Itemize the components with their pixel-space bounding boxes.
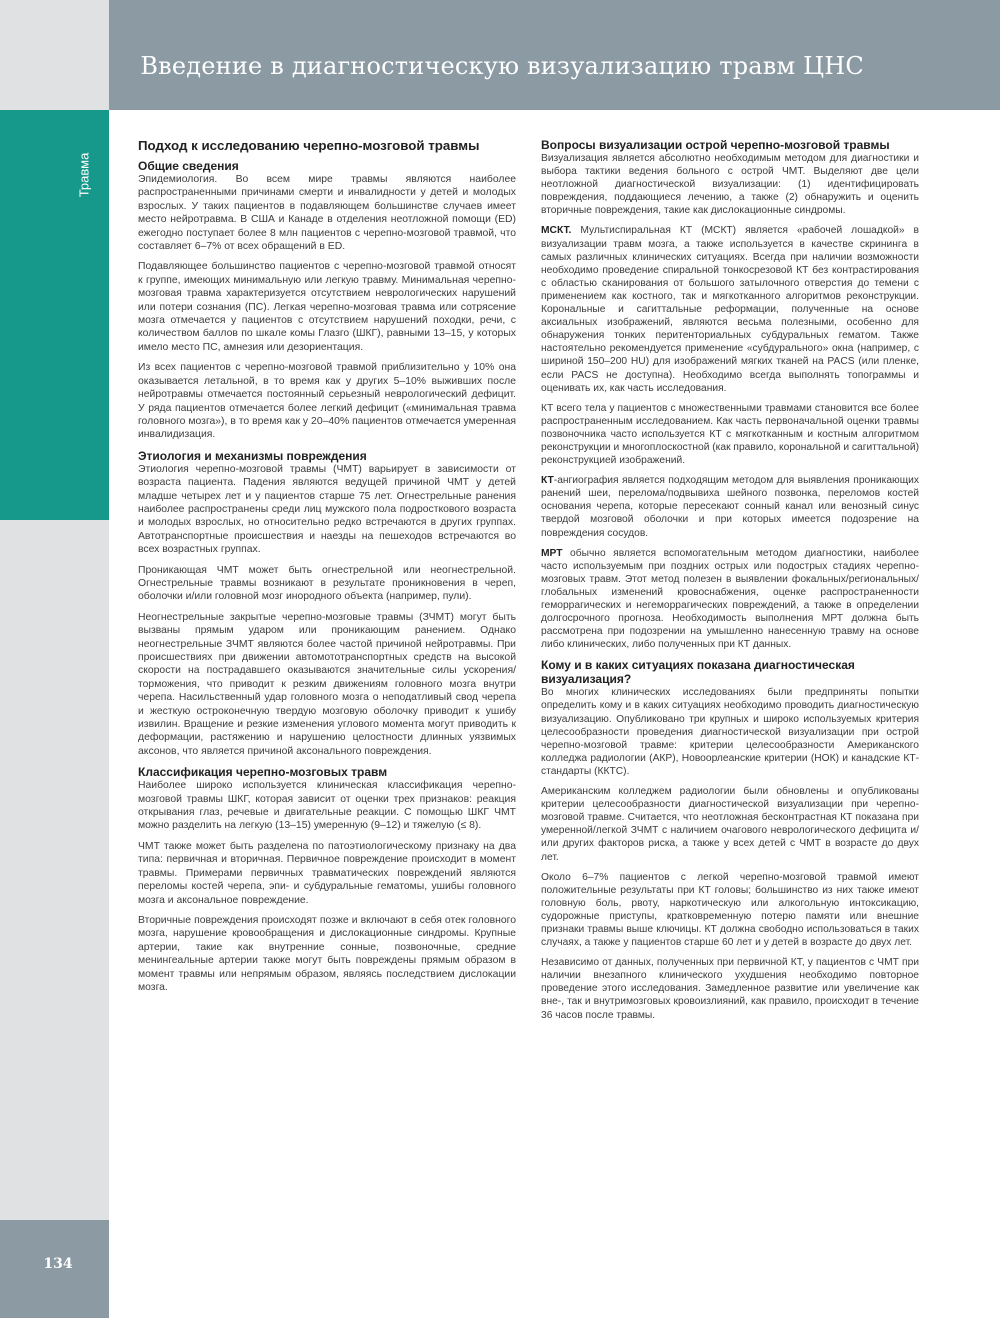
paragraph: Вторичные повреждения происходят позже и включают в себя отек головного мозга, нарушение кровообращения и дислокационные синдромы. Крупные артерии, такие как внутренние сонные, позвоночные, средние менингеальные артерии также могут быть повреждены прямым образом в момент травмы или непрямым образом, являясь последствием дислокации мозга.: [138, 914, 516, 993]
section-title: Подход к исследованию черепно-мозговой травмы: [138, 138, 480, 153]
lead-term: МСКТ.: [541, 225, 572, 237]
subheading-indications: Кому и в каких ситуациях показана диагностическая визуализация?: [541, 658, 855, 687]
lead-term: КТ: [541, 475, 554, 487]
paragraph-text: Мультиспиральная КТ (МСКТ) является «рабочей лошадкой» в визуализации травм мозга, а также используется в качестве скрининга в самых различных клинических ситуациях. Всегда при наличии возможности необходимо проведение спиральной тонкосрезовой КТ без контрастирования с областью сканирования от большого затылочного отверстия до темени с применением как костного, так и мягкотканного алгоритмов реконструкции. Корональные и сагиттальные реформации, полученные на основе аксиальных изображений, являются весьма полезными, особенно для обнаружения тонких перитенториальных субдуральных гематом. Также настоятельно рекомендуется применение «субдурального» окна (например, с шириной 150–200 HU) для изображений мягких тканей на PACS (или пленке, если PACS не доступна). Необходимо всегда выполнять топограммы и оценивать их, как часть исследования.: [541, 225, 919, 394]
paragraph: [541, 474, 919, 539]
page-number: 134: [43, 1256, 73, 1272]
subheading-etiology: Этиология и механизмы повреждения: [138, 448, 367, 463]
paragraph: Подавляющее большинство пациентов с черепно-мозговой травмой относят к группе, имеющих минимальную или легкую травму. Минимальная черепно-мозговая травма характеризуется отсутствием неврологических нарушений или потери сознания (ПС). Легкая черепно-мозговая травма или сотрясение мозга отмечается у пациентов с отсутствием нарушений походки, речи, с количеством баллов по шкале комы Глазго (ШКГ), равными 13–15, у которых имело место ПС, амнезия или дезориентация.: [138, 261, 516, 353]
paragraph: Наиболее широко используется клиническая классификация черепно-мозговой травмы ШКГ, которая зависит от оценки трех признаков: реакция открывания глаз, речевые и двигательные реакции. С помощью ШКГ ЧМТ можно разделить на легкую (13–15) умеренную (9–12) и тяжелую (≤ 8).: [138, 780, 516, 832]
subheading-classification: Классификация черепно-мозговых травм: [138, 765, 388, 780]
paragraph-text: Визуализация является абсолютно необходимым методом для диагностики и выбора тактики ведения больного с острой ЧМТ. Выделяют две цели неотложной диагностической визуализации: (1) идентифицировать повреждения, поддающиеся лечению, а также (2) обнаружить и оценить вторичные повреждения, такие как дислокационные синдромы.: [541, 153, 919, 217]
subheading-general: Общие сведения: [138, 159, 239, 173]
paragraph: [541, 956, 919, 1021]
paragraph: Неогнестрельные закрытые черепно-мозговые травмы (ЗЧМТ) могут быть вызваны прямым ударом или проникающим ранением. Однако неогнестрельные ЗЧМТ являются более частой причиной нейротравмы. При происшествиях при движении автомототранспортных средств на высокой скорости на пострадавшего оказываются значительные силы ускорения/торможения, что приводит к резким движениям головного мозга внутри черепа. Насильственный удар головного мозга о неподатливый свод черепа и жесткую остроконечную твердую мозговую оболочку приводит к ушибу извилин. Вращение и резкие изменения углового момента могут приводить к деформации, растяжению и нарушению целостности длинных уязвимых аксонов, что является причиной аксонального повреждения.: [138, 611, 516, 757]
paragraph: Из всех пациентов с черепно-мозговой травмой приблизительно у 10% она оказывается летальной, в то время как у других 5–10% выживших после нейротравмы отмечается постоянный серьезный неврологический дефицит. У ряда пациентов отмечается более легкий дефицит («минимальная травма головного мозга»), в то время как у 20–40% пациентов отмечается умеренная инвалидизация.: [138, 362, 516, 441]
paragraph: [541, 402, 919, 467]
left-column: [138, 138, 516, 1001]
section-tab: [0, 110, 109, 520]
header-band: [109, 0, 1000, 110]
paragraph-text: Независимо от данных, полученных при первичной КТ, у пациентов с ЧМТ при наличии внезапного клинического ухудшения необходимо повторное проведение этого исследования. Замедленное развитие или увеличение как вне-, так и внутримозговых кровоизлияний, как правило, происходит в течение 36 часов после травмы.: [541, 957, 919, 1021]
paragraph: [541, 686, 919, 778]
paragraph-text: Американским колледжем радиологии были обновлены и опубликованы критерии целесообразности диагностической визуализации при черепно-мозговой травме. Считается, что неотложная бесконтрастная КТ показана при умеренной/легкой ЗЧМТ с наличием очагового неврологического дефицита и/или других факторов риска, а также у всех детей с ЧМТ в возрасте до двух лет.: [541, 786, 919, 863]
paragraph: [541, 785, 919, 864]
paragraph: [541, 547, 919, 652]
lead-term: МРТ: [541, 547, 563, 559]
paragraph: Эпидемиология. Во всем мире травмы являются наиболее распространенными причинами смерти и инвалидности у детей и молодых взрослых. У таких пациентов в подавляющем большинстве случаев имеет место нейротравма. В США и Канаде в отделения неотложной помощи (ED) ежегодно поступает более 8 млн пациентов с черепно-мозговой травмой, что составляет 6–7% от всех обращений в ED.: [138, 174, 516, 253]
page-title: Введение в диагностическую визуализацию травм ЦНС: [140, 52, 864, 80]
paragraph: [541, 152, 919, 217]
paragraph-text: Во многих клинических исследованиях были предприняты попытки определить кому и в каких ситуациях необходимо проводить диагностическую визуализацию. Опубликовано три крупных и широко используемых критерия целесообразности проведения диагностической визуализации при острой черепно-мозговой травме: критерии целесообразности Американского колледжа радиологии (АКР), Новоорлеанские критерии (НОК) и канадские КТ-стандарты (ККТС).: [541, 687, 919, 777]
subheading-imaging-issues: Вопросы визуализации острой черепно-мозговой травмы: [541, 138, 890, 152]
paragraph: ЧМТ также может быть разделена по патоэтиологическому признаку на два типа: первичная и вторичная. Первичное повреждение происходит в момент травмы. Примерами первичных травматических повреждений являются переломы костей черепа, эпи- и субдуральные гематомы, ушибы головного мозга и аксональное повреждение.: [138, 840, 516, 906]
paragraph-text: КТ всего тела у пациентов с множественными травмами становится все более распространенным исследованием. Как часть первоначальной оценки травмы позвоночника часто используется КТ с мягкотканным и костным алгоритмом реконструкции и многоплоскостной (как правило, корональной и сагиттальной) реконструкцией изображений.: [541, 402, 920, 467]
section-tab-label: Травма: [76, 152, 92, 198]
paragraph: [541, 871, 919, 950]
paragraph-text: обычно является вспомогательным методом диагностики, наиболее часто используемым при поздних острых или подострых стадиях черепно-мозговых травм. Этот метод полезен в выявлении фокальных/региональных/глобальных изменений кровоснабжения, оценке распространенности геморрагических и негеморрагических повреждений, а также в определении долгосрочного прогноза. Необходимость выполнения МРТ должна быть рассмотрена при подозрении на умышленно нанесенную травму на основе либо клинических, либо полученных при КТ данных.: [541, 547, 919, 651]
paragraph-text: Около 6–7% пациентов с легкой черепно-мозговой травмой имеют положительные результаты при КТ головы; большинство из них также имеют головную боль, рвоту, наркотическую или алкогольную интоксикацию, судорожные приступы, кратковременную потерю памяти или внешние признаки травмы выше ключицы. КТ должна свободно использоваться в таких случаях, а также у пациентов старше 60 лет и у детей в возрасте до двух лет.: [541, 871, 919, 949]
paragraph: Этиология черепно-мозговой травмы (ЧМТ) варьирует в зависимости от возраста пациента. Падения являются ведущей причиной ЧМТ у детей младше четырех лет и у пациентов старше 75 лет. Огнестрельные ранения наиболее распространены среди лиц мужского пола подросткового возраста и молодых взрослых, но относительно редко встречаются в других группах. Автотранспортные происшествия и наезды на пешеходов встречаются во всех возрастных группах.: [138, 463, 516, 556]
paragraph: Проникающая ЧМТ может быть огнестрельной или неогнестрельной. Огнестрельные травмы возникают в результате проникновения в череп, оболочки и/или головной мозг инородного объекта (например, пули).: [138, 564, 516, 603]
right-column: [541, 138, 919, 1029]
paragraph: [541, 224, 919, 394]
paragraph-text: -ангиография является подходящим методом для выявления проникающих ранений шеи, перелома/подвывиха шейного позвонка, переломов костей основания черепа, которые пересекают сонный канал или венозный синус твердой мозговой оболочки и при которых имеется подозрение на повреждения сосудов.: [541, 475, 919, 539]
